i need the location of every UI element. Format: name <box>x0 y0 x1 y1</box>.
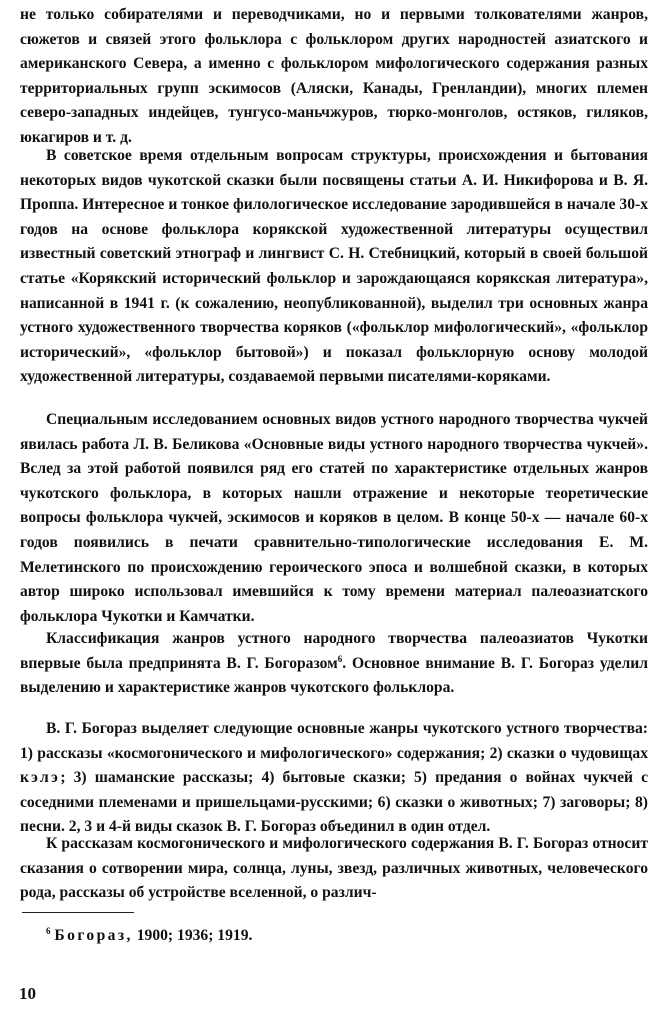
paragraph-1: не только собирателями и переводчиками, но и первыми толкователями жанров, сюжетов и связей этого фольклора с фольклором других народностей азиатского и американского Севера, а именно с фольклором мифологического содержания разных территориальных групп эскимосов (Аляски, Канады, Гренландии), многих племен северо-западных индейцев, тунгусо-маньчжуров, тюрко-монголов, остяков, гиляков, юкагиров и т. д. <box>20 6 648 146</box>
paragraph-6: К рассказам космогонического и мифологического содержания В. Г. Богораз относит сказания о сотворении мира, солнца, луны, звезд, различных животных, человеческого рода, рассказы об устройстве вселенной, о различ- <box>20 835 648 902</box>
paragraph-2: В советское время отдельным вопросам структуры, происхождения и бытования некоторых видов чукотской сказки были посвящены статьи А. И. Никифорова и В. Я. Проппа. Интересное и тонкое филологическое исследование зародившейся в начале 30-х годов на основе фольклора корякской художественной литературы осуществил известный советский этнограф и лингвист С. Н. Стебницкий, который в своей большой статье «Корякский исторический фольклор и зарождающаяся корякская литература», написанной в 1941 г. (к сожалению, неопубликованной), выделил три основных жанра устного художественного творчества коряков («фольклор мифологический», «фольклор исторический», «фольклор бытовой») и показал фольклорную основу молодой художественной литературы, создаваемой первыми писателями-коряками. <box>20 147 648 386</box>
paragraph-5-spaced-word: кэлэ <box>20 769 61 787</box>
paragraph-4 <box>20 627 648 701</box>
footnote-reference: 6 <box>337 653 343 664</box>
paragraph-5 <box>20 717 648 840</box>
paragraph-5-text-before: В. Г. Богораз выделяет следующие основные жанры чукотского устного творчества: 1) рассказы «космогонического и мифологического» содержания; 2) сказки о чудовищах <box>20 720 648 762</box>
paragraph-4-text-before: Классификация жанров устного народного творчества палеоазиатов Чукотки впервые была предпринята В. Г. Богоразом <box>20 630 648 672</box>
page-number: 10 <box>19 984 36 1003</box>
paragraph-3: Специальным исследованием основных видов устного народного творчества чукчей явилась работа Л. В. Беликова «Основные виды устного народного творчества чукчей». Вслед за этой работой появился ряд его статей по характеристике отдельных жанров чукотского фольклора, в которых нашли отражение и некоторые теоретические вопросы фольклора чукчей, эскимосов и коряков в целом. В конце 50-х — начале 60-х годов появились в печати сравнительно-типологические исследования Е. М. Мелетинского по происхождению героического эпоса и волшебной сказки, в которых автор широко использовал имевшийся к тому времени материал палеоазиатского фольклора Чукотки и Камчатки. <box>20 411 648 625</box>
footnote-author: Богораз, <box>54 927 133 944</box>
footnote <box>46 925 252 947</box>
footnote-text: 1900; 1936; 1919. <box>132 927 253 944</box>
footnote-mark: 6 <box>46 925 51 936</box>
paragraph-5-text-after: ; 3) шаманские рассказы; 4) бытовые сказки; 5) предания о войнах чукчей с соседними племенами и пришельцами-русскими; 6) сказки о животных; 7) заговоры; 8) песни. 2, 3 и 4-й виды сказок В. Г. Богораз объединил в один отдел. <box>20 769 648 836</box>
footnote-divider <box>22 912 134 913</box>
paragraph-4-text-after: . Основное внимание В. Г. Богораз уделил выделению и характеристике жанров чукотского фольклора. <box>20 654 648 697</box>
